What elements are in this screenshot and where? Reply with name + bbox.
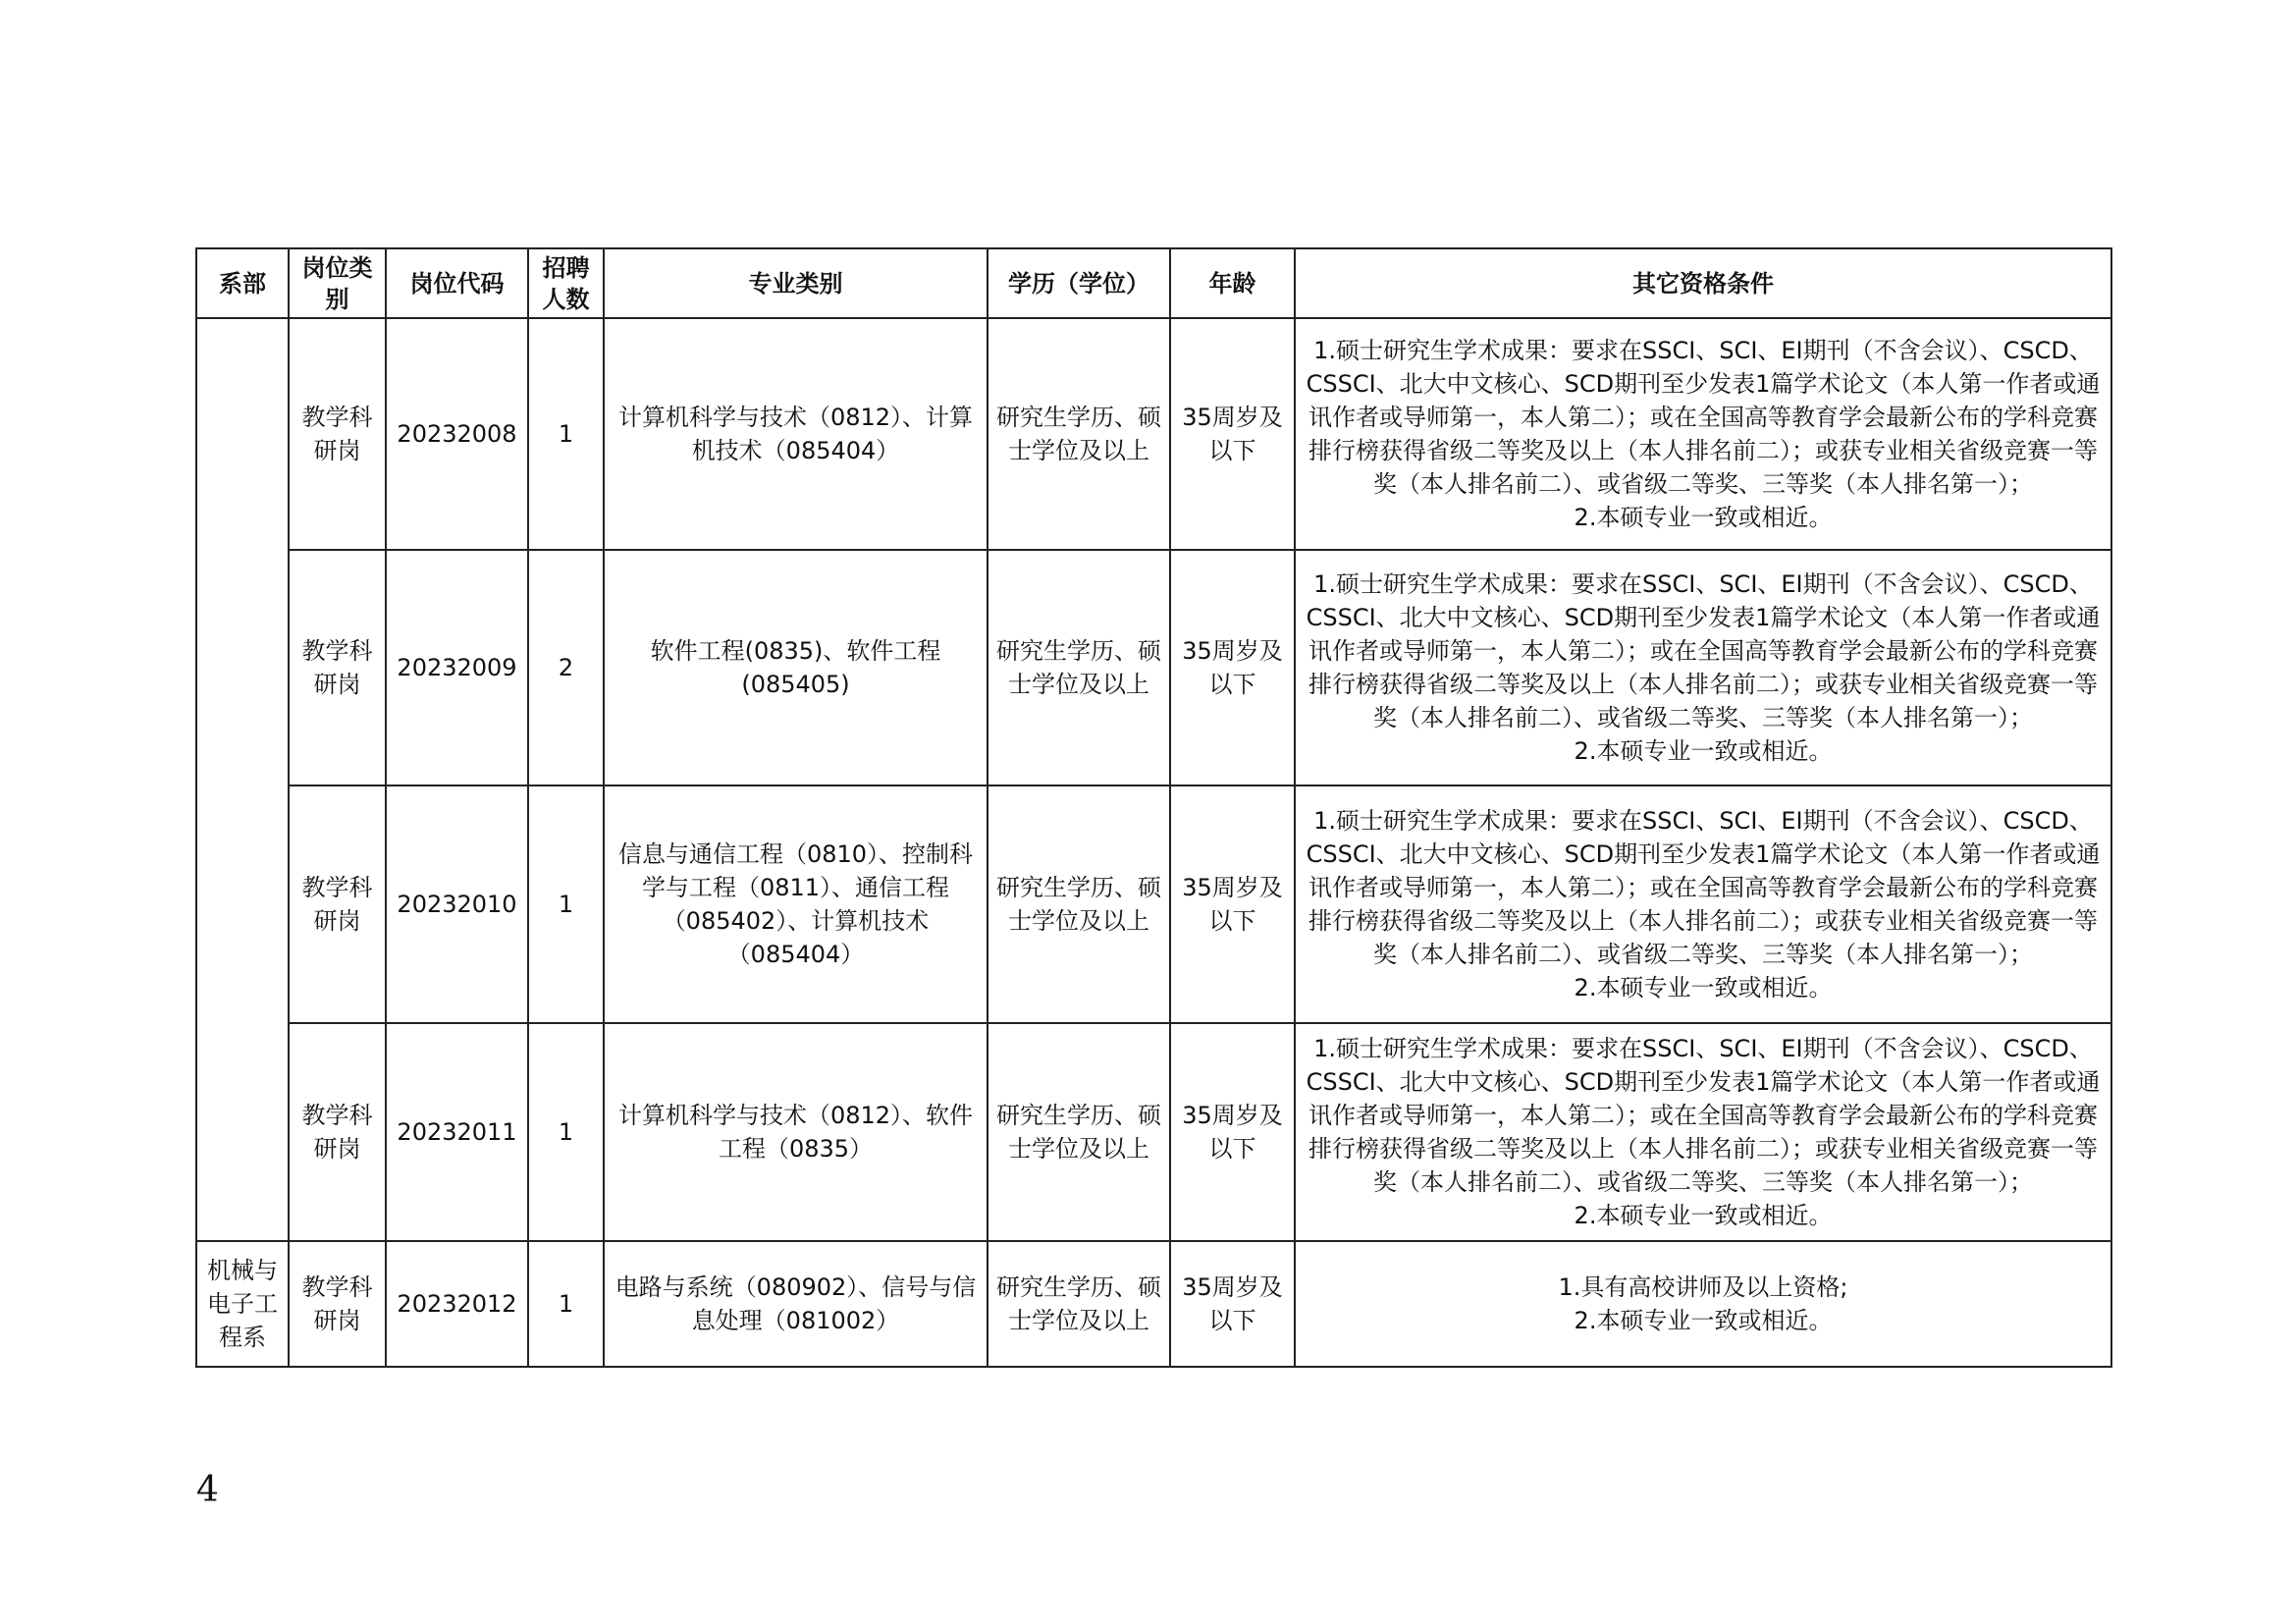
count-cell: 2 [528,550,604,785]
condition-line: 2.本硕专业一致或相近。 [1574,737,1833,765]
header-education: 学历（学位） [988,248,1170,318]
condition-line: 1.具有高校讲师及以上资格; [1558,1273,1848,1301]
table-row [196,318,2111,550]
header-dept: 系部 [196,248,289,318]
category-cell: 教学科研岗 [289,318,386,550]
table-row [196,1023,2111,1241]
dept-cell: 机械与电子工程系 [196,1241,289,1367]
category-cell: 教学科研岗 [289,1023,386,1241]
header-major: 专业类别 [604,248,988,318]
age-cell: 35周岁及以下 [1170,550,1295,785]
code-cell: 20232011 [386,1023,528,1241]
count-cell: 1 [528,1023,604,1241]
dept-cell [196,318,289,1241]
table-row [196,1241,2111,1367]
education-cell: 研究生学历、硕士学位及以上 [988,785,1170,1023]
age-cell: 35周岁及以下 [1170,785,1295,1023]
condition-line: 2.本硕专业一致或相近。 [1574,504,1833,531]
category-cell: 教学科研岗 [289,1241,386,1367]
major-cell: 计算机科学与技术（0812）、计算机技术（085404） [604,318,988,550]
conditions-cell [1295,1241,2111,1367]
condition-line: 1.硕士研究生学术成果：要求在SSCI、SCI、EI期刊（不含会议）、CSCD、CSSCI、北大中文核心、SCD期刊至少发表1篇学术论文（本人第一作者或通讯作者或导师第一，本人第二）；或在全国高等教育学会最新公布的学科竞赛排行榜获得省级二等奖及以上（本人排名前二）；或获专业相关省级竞赛一等奖（本人排名前二）、或省级二等奖、三等奖（本人排名第一）； [1306,1035,2101,1196]
education-cell: 研究生学历、硕士学位及以上 [988,550,1170,785]
condition-line: 1.硕士研究生学术成果：要求在SSCI、SCI、EI期刊（不含会议）、CSCD、CSSCI、北大中文核心、SCD期刊至少发表1篇学术论文（本人第一作者或通讯作者或导师第一，本人第二）；或在全国高等教育学会最新公布的学科竞赛排行榜获得省级二等奖及以上（本人排名前二）；或获专业相关省级竞赛一等奖（本人排名前二）、或省级二等奖、三等奖（本人排名第一）； [1306,570,2101,731]
recruitment-table [195,247,2112,1368]
table-row [196,785,2111,1023]
major-cell: 计算机科学与技术（0812）、软件工程（0835） [604,1023,988,1241]
header-category: 岗位类别 [289,248,386,318]
education-cell: 研究生学历、硕士学位及以上 [988,318,1170,550]
header-age: 年龄 [1170,248,1295,318]
education-cell: 研究生学历、硕士学位及以上 [988,1241,1170,1367]
code-cell: 20232010 [386,785,528,1023]
major-cell: 信息与通信工程（0810）、控制科学与工程（0811）、通信工程（085402）、计算机技术（085404） [604,785,988,1023]
code-cell: 20232009 [386,550,528,785]
condition-line: 1.硕士研究生学术成果：要求在SSCI、SCI、EI期刊（不含会议）、CSCD、CSSCI、北大中文核心、SCD期刊至少发表1篇学术论文（本人第一作者或通讯作者或导师第一，本人第二）；或在全国高等教育学会最新公布的学科竞赛排行榜获得省级二等奖及以上（本人排名前二）；或获专业相关省级竞赛一等奖（本人排名前二）、或省级二等奖、三等奖（本人排名第一）； [1306,807,2101,968]
header-conditions: 其它资格条件 [1295,248,2111,318]
count-cell: 1 [528,318,604,550]
age-cell: 35周岁及以下 [1170,1241,1295,1367]
age-cell: 35周岁及以下 [1170,318,1295,550]
category-cell: 教学科研岗 [289,550,386,785]
conditions-cell [1295,318,2111,550]
condition-line: 2.本硕专业一致或相近。 [1574,1307,1833,1334]
page-number: 4 [196,1470,219,1510]
education-cell: 研究生学历、硕士学位及以上 [988,1023,1170,1241]
conditions-cell [1295,785,2111,1023]
count-cell: 1 [528,785,604,1023]
major-cell: 软件工程(0835)、软件工程(085405) [604,550,988,785]
count-cell: 1 [528,1241,604,1367]
condition-line: 2.本硕专业一致或相近。 [1574,974,1833,1001]
condition-line: 2.本硕专业一致或相近。 [1574,1202,1833,1229]
category-cell: 教学科研岗 [289,785,386,1023]
conditions-cell [1295,1023,2111,1241]
age-cell: 35周岁及以下 [1170,1023,1295,1241]
condition-line: 1.硕士研究生学术成果：要求在SSCI、SCI、EI期刊（不含会议）、CSCD、CSSCI、北大中文核心、SCD期刊至少发表1篇学术论文（本人第一作者或通讯作者或导师第一，本人第二）；或在全国高等教育学会最新公布的学科竞赛排行榜获得省级二等奖及以上（本人排名前二）；或获专业相关省级竞赛一等奖（本人排名前二）、或省级二等奖、三等奖（本人排名第一）； [1306,337,2101,498]
code-cell: 20232008 [386,318,528,550]
table-row [196,550,2111,785]
conditions-cell [1295,550,2111,785]
header-count: 招聘人数 [528,248,604,318]
major-cell: 电路与系统（080902）、信号与信息处理（081002） [604,1241,988,1367]
header-code: 岗位代码 [386,248,528,318]
code-cell: 20232012 [386,1241,528,1367]
header-row [196,248,2111,318]
